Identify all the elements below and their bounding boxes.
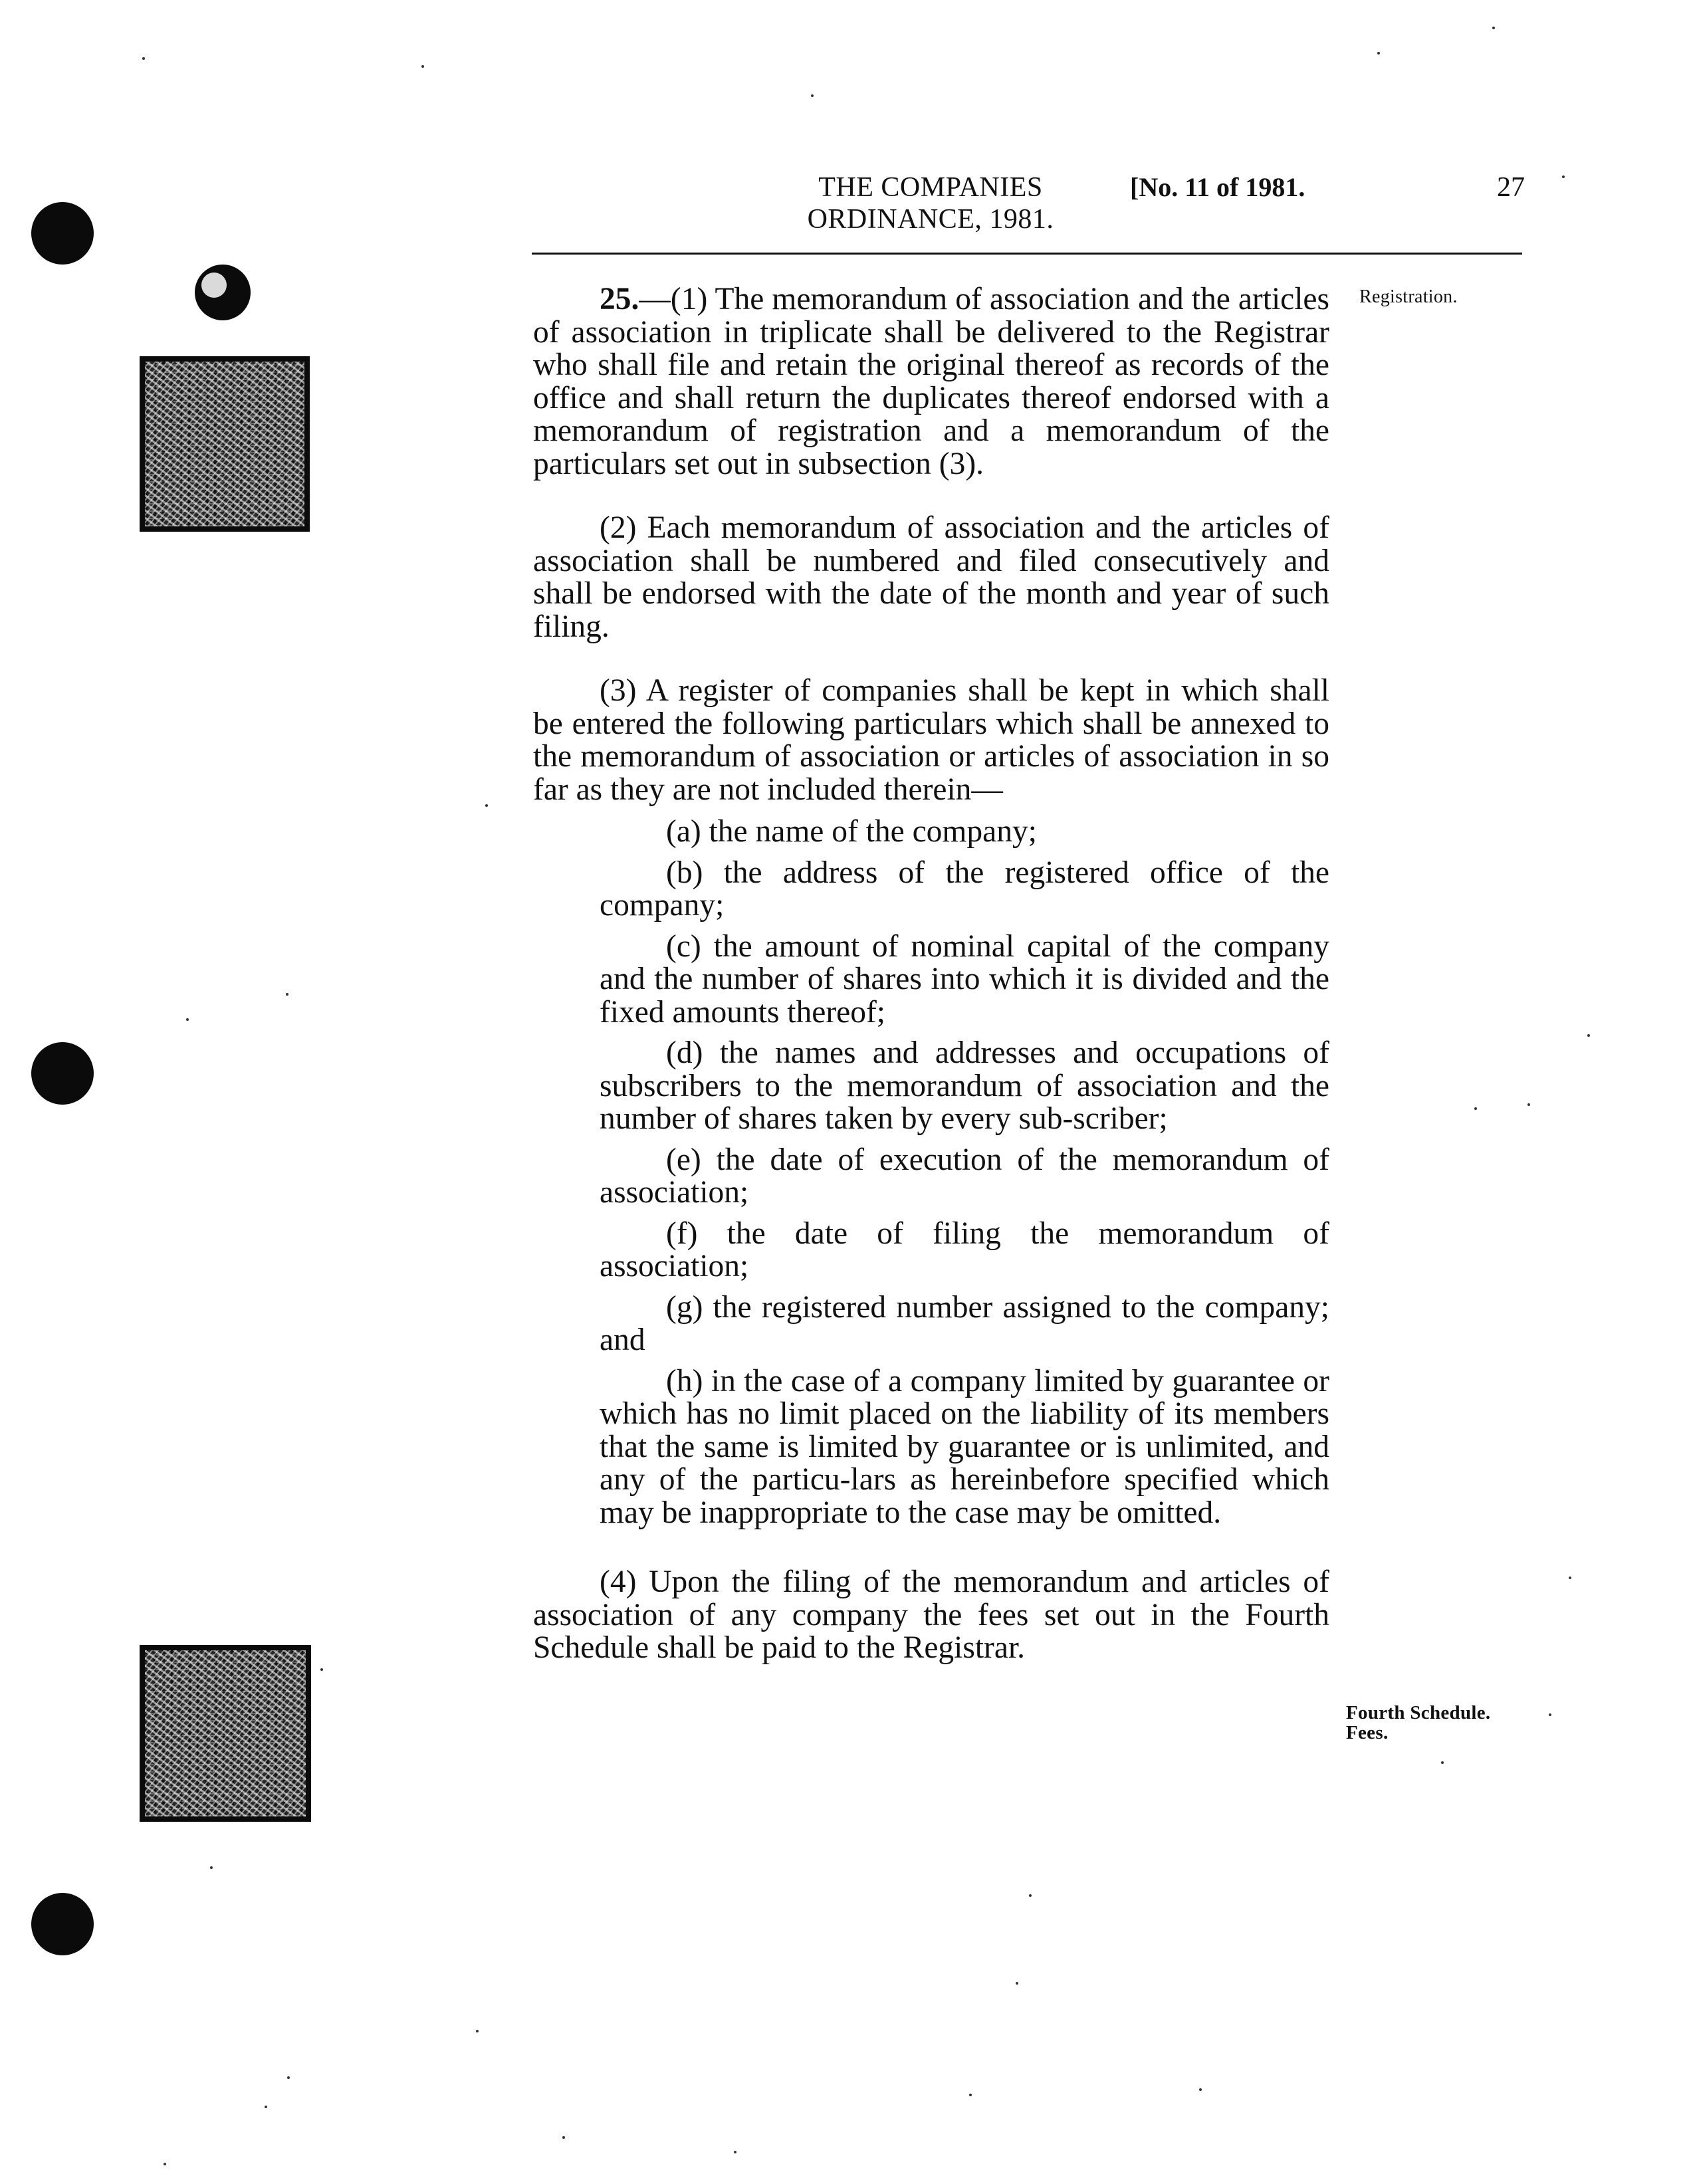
list-item-c <box>600 930 1329 1030</box>
subsection-4-text: Upon the filing of the memorandum and articles of association of any company the fees set out in the Fourth Schedule shall be paid to the Registrar. <box>533 1565 1329 1665</box>
scan-speck <box>1569 1577 1571 1579</box>
scan-speck <box>969 2094 972 2096</box>
particulars-list <box>600 816 1329 1529</box>
scan-speck <box>476 2030 479 2032</box>
list-item-g <box>600 1291 1329 1357</box>
scan-speck <box>164 2163 166 2165</box>
ordinance-number: [No. 11 of 1981. <box>1130 172 1305 202</box>
margin-note-registration: Registration. <box>1359 286 1458 307</box>
margin-note-fourth-schedule: Fourth Schedule. <box>1346 1702 1491 1723</box>
subsection-3 <box>533 675 1329 806</box>
scan-speck <box>1562 175 1565 178</box>
list-item-text: in the case of a company limited by guarantee or which has no limit placed on the liability of its members that the same is limited by guarantee or is unlimited, and any of the particu-lars as hereinbefore specified which may be inappropriate to the case may be omitted. <box>600 1363 1329 1530</box>
list-item-text: the address of the registered office of the company; <box>600 855 1329 923</box>
scan-speck <box>210 1866 213 1869</box>
scan-speck <box>485 804 488 807</box>
list-item-text: the amount of nominal capital of the company and the number of shares into which it is divided and the fixed amounts thereof; <box>600 928 1329 1030</box>
list-item-text: the name of the company; <box>701 814 1037 849</box>
page-number: 27 <box>1497 172 1525 203</box>
header-rule <box>532 253 1522 255</box>
list-item-label: (g) <box>666 1289 703 1325</box>
list-item-b <box>600 857 1329 923</box>
scan-speck <box>562 2136 565 2139</box>
scan-speck <box>811 94 814 97</box>
list-item-text: the names and addresses and occupations of subscribers to the memorandum of association and the number of shares taken by every sub-scriber; <box>600 1036 1329 1136</box>
list-item-e <box>600 1144 1329 1210</box>
subsection-4-label: (4) <box>600 1565 637 1599</box>
running-title-line-2: ORDINANCE, 1981. <box>807 204 1054 235</box>
subsection-2-label: (2) <box>600 510 637 545</box>
subsection-2 <box>533 512 1329 643</box>
scan-speck <box>1377 52 1380 55</box>
subsection-4 <box>533 1566 1329 1665</box>
subsection-1-label: —(1) <box>639 282 708 316</box>
scan-speck <box>421 65 424 68</box>
scan-speck <box>287 2076 290 2079</box>
margin-note-fees: Fees. <box>1346 1722 1389 1743</box>
list-item-f <box>600 1218 1329 1283</box>
subsection-1 <box>533 283 1329 481</box>
scan-stamp-top <box>140 356 310 532</box>
scan-speck <box>1587 1034 1590 1037</box>
scan-speck <box>734 2151 736 2153</box>
scan-speck <box>1199 2088 1202 2091</box>
scan-speck <box>286 993 288 996</box>
list-item-label: (h) <box>666 1363 703 1398</box>
subsection-2-text: Each memorandum of association and the articles of association shall be numbered and filed consecutively and shall be endorsed with the date of the month and year of such filing. <box>533 510 1329 644</box>
punch-hole-top <box>31 202 94 265</box>
subsection-3-label: (3) <box>600 673 637 708</box>
list-item-label: (a) <box>666 814 701 849</box>
list-item-text: the date of filing the memorandum of association; <box>600 1216 1329 1283</box>
scan-speck <box>265 2106 267 2108</box>
scan-speck <box>1527 1103 1530 1106</box>
scan-speck <box>1474 1107 1477 1110</box>
list-item-label: (e) <box>666 1142 701 1177</box>
scan-speck <box>1441 1761 1444 1764</box>
list-item-text: the registered number assigned to the company; and <box>600 1289 1329 1357</box>
list-item-text: the date of execution of the memorandum of association; <box>600 1142 1329 1210</box>
list-item-d <box>600 1037 1329 1136</box>
scan-speck <box>186 1018 189 1021</box>
section-body <box>533 283 1329 1665</box>
scan-speck <box>1029 1894 1032 1897</box>
scan-stamp-bottom <box>140 1645 311 1822</box>
running-title-line-1: THE COMPANIES <box>818 172 1043 203</box>
list-item-label: (c) <box>666 928 701 964</box>
scan-speck <box>1016 1982 1018 1985</box>
list-item-label: (b) <box>666 855 703 890</box>
punch-hole-bottom <box>31 1893 94 1955</box>
scan-speck <box>1549 1713 1551 1716</box>
subsection-3-text: A register of companies shall be kept in which shall be entered the following particulars which shall be annexed to the memorandum of association or articles of association in so far as they are not included therein— <box>533 673 1329 807</box>
list-item-label: (f) <box>666 1216 698 1251</box>
punch-hole-middle <box>31 1042 94 1105</box>
subsection-1-text: The memorandum of association and the articles of association in triplicate shall be delivered to the Registrar who shall file and retain the original thereof as records of the office and shall return the duplicates thereof endorsed with a memorandum of registration and a memorandum of the particulars set out in subsection (3). <box>533 282 1329 481</box>
list-item-a <box>600 816 1329 849</box>
scan-speck <box>320 1668 323 1671</box>
list-item-h <box>600 1365 1329 1530</box>
section-number: 25. <box>600 282 639 316</box>
scan-speck <box>1492 27 1495 29</box>
ink-blot-mark <box>195 265 251 320</box>
scan-speck <box>142 57 145 60</box>
running-title <box>764 171 1097 235</box>
list-item-label: (d) <box>666 1036 703 1070</box>
